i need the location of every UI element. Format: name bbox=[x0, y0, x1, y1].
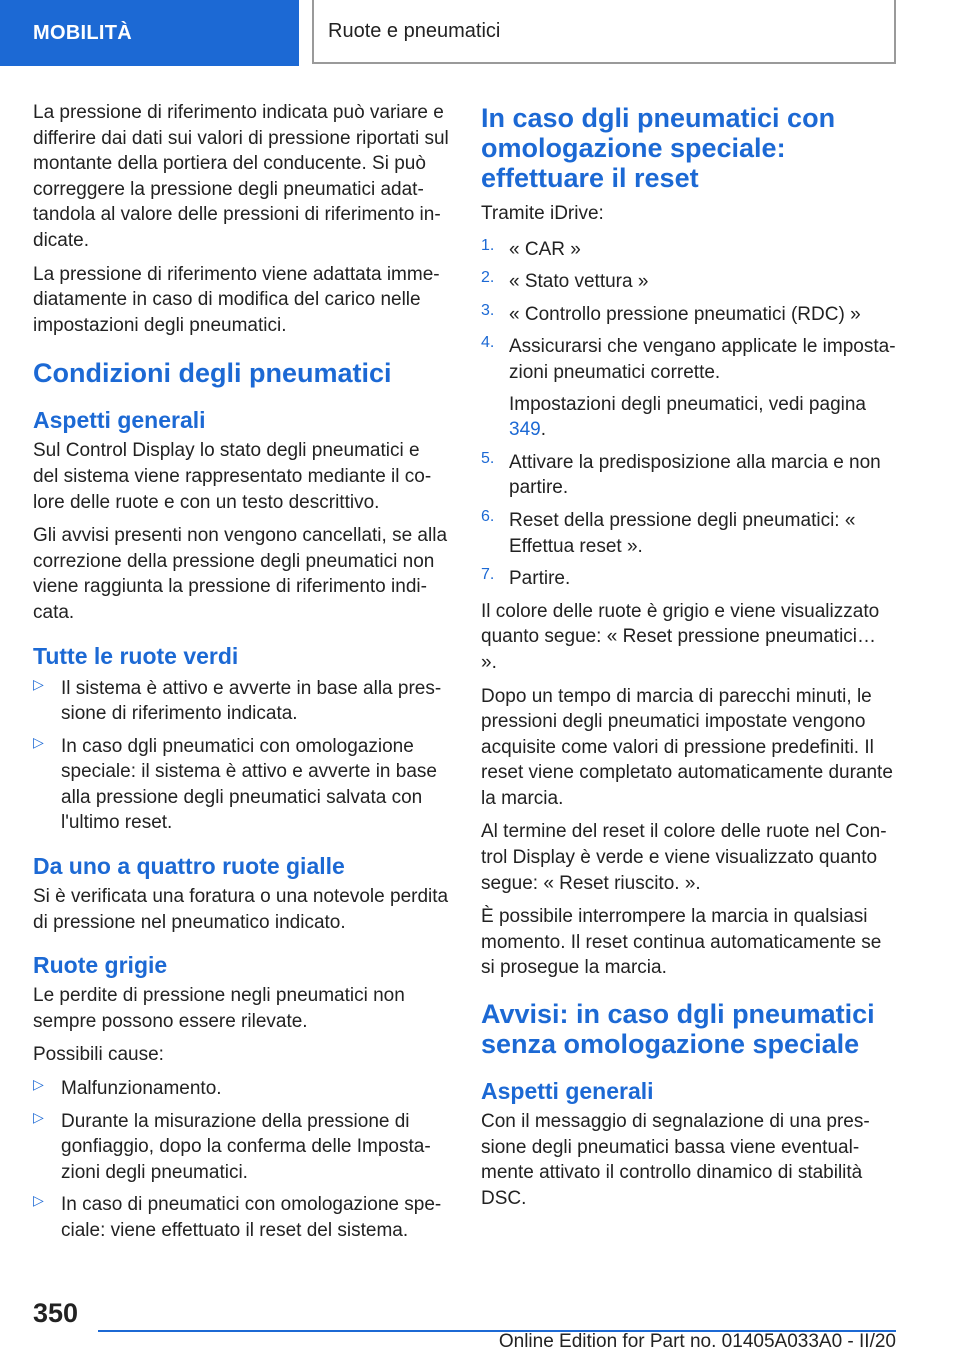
step-text: « Controllo pressione pneumatici (RDC) » bbox=[509, 303, 861, 325]
step-number: 4. bbox=[481, 334, 495, 352]
paragraph: È possibile interrompere la marcia in qualsiasi momento. Il reset continua automaticamente se si prosegue la marcia. bbox=[481, 906, 882, 979]
triangle-bullet-icon: ▷ bbox=[33, 1076, 44, 1093]
step-text: Assicurarsi che vengano applicate le impostazioni pneumatici corrette. bbox=[509, 336, 896, 383]
step-number: 2. bbox=[481, 269, 495, 287]
paragraph: Si è verificata una foratura o una notevole perdita di pressione nel pneumatico indicato. bbox=[33, 886, 449, 933]
heading-aspetti-generali: Aspetti generali bbox=[481, 1078, 654, 1105]
triangle-bullet-icon: ▷ bbox=[33, 733, 44, 750]
list-item bbox=[481, 450, 896, 501]
triangle-bullet-icon: ▷ bbox=[33, 1192, 44, 1209]
paragraph: Gli avvisi presenti non vengono cancellati, se alla correzione della pressione degli pneumatici non viene raggiunta la pressione di riferimento indicata. bbox=[33, 525, 448, 623]
list-item-text: Il sistema è attivo e avverte in base alla pressione di riferimento indicata. bbox=[61, 677, 442, 725]
step-number: 1. bbox=[481, 236, 495, 254]
paragraph: Le perdite di pressione negli pneumatici non sempre possono essere rilevate. bbox=[33, 985, 405, 1032]
page-number: 350 bbox=[33, 1298, 79, 1328]
list-item bbox=[33, 734, 449, 836]
list-item bbox=[481, 269, 896, 295]
list-item-text: In caso di pneumatici con omologazione speciale: viene effettuato il reset del sistema. bbox=[61, 1194, 442, 1241]
list-item bbox=[33, 1076, 449, 1102]
list-item bbox=[33, 1192, 449, 1243]
step-number: 7. bbox=[481, 566, 495, 584]
step-text: Reset della pressione degli pneumatici: « Effettua reset ». bbox=[509, 509, 856, 557]
list-item bbox=[481, 566, 896, 592]
list-item-text: Malfunzionamento. bbox=[61, 1078, 222, 1100]
list-item-text: Durante la misurazione della pressione di gonfiaggio, dopo la conferma delle Impostazioni degli pneumatici. bbox=[61, 1110, 431, 1183]
heading-ruote-verdi: Tutte le ruote verdi bbox=[33, 642, 239, 669]
paragraph: Possibili cause: bbox=[33, 1044, 164, 1066]
list-item-text: In caso dgli pneumatici con omologazione speciale: il sistema è attivo e avverte in base alla pressione degli pneumatici salvata con l'ultimo reset. bbox=[61, 735, 437, 834]
paragraph: La pressione di riferimento indicata può variare e differire dai dati sui valori di pressione riportati sul montante della portiera del conducente. Si può correggere la pressione degli pneumatici adattandola al valore delle pressioni di riferimento indicate. bbox=[33, 102, 449, 251]
edition-note: Online Edition for Part no. 01405A033A0 - II/20 bbox=[498, 1331, 896, 1352]
paragraph: Il colore delle ruote è grigio e viene visualizzato quanto segue: « Reset pressione pneumatici… ». bbox=[481, 600, 880, 673]
right-column bbox=[481, 103, 896, 1219]
heading-ruote-gialle: Da uno a quattro ruote gialle bbox=[33, 853, 345, 880]
step-note-text: Impostazioni degli pneumatici, vedi pagina bbox=[509, 393, 866, 415]
list-item bbox=[481, 508, 896, 559]
paragraph: Con il messaggio di segnalazione di una pressione degli pneumatici bassa viene eventualmente attivato il controllo dinamico di stabilità DSC. bbox=[481, 1111, 870, 1209]
section-title: Ruote e pneumatici bbox=[312, 0, 896, 64]
paragraph: Sul Control Display lo stato degli pneumatici e del sistema viene rappresentato mediante il colore delle ruote e con un testo descrittivo. bbox=[33, 440, 432, 513]
step-note-end: . bbox=[540, 419, 546, 441]
step-text: « Stato vettura » bbox=[509, 271, 649, 293]
list-item bbox=[33, 676, 449, 727]
heading-ruote-grigie: Ruote grigie bbox=[33, 952, 168, 979]
step-note bbox=[509, 392, 896, 443]
paragraph: La pressione di riferimento viene adattata immediatamente in caso di modifica del carico nelle impostazioni degli pneumatici. bbox=[33, 263, 440, 336]
paragraph: Dopo un tempo di marcia di parecchi minuti, le pressioni degli pneumatici impostate vengono acquisite come valori di pressione predefiniti. Il reset viene completato automaticamente durante la marcia. bbox=[481, 685, 893, 809]
paragraph: Al termine del reset il colore delle ruote nel Control Display è verde e viene visualizzato quanto segue: « Reset riuscito. ». bbox=[481, 821, 887, 894]
chapter-tab: MOBILITÀ bbox=[0, 0, 299, 66]
step-number: 3. bbox=[481, 301, 495, 319]
step-text: Attivare la predisposizione alla marcia e non partire. bbox=[509, 451, 881, 499]
heading-reset: In caso dgli pneumatici con omologazione speciale: effettuare il reset bbox=[481, 103, 836, 193]
step-number: 5. bbox=[481, 449, 495, 467]
list-item bbox=[33, 1109, 449, 1186]
page-link[interactable]: 349 bbox=[509, 419, 541, 441]
heading-avvisi: Avvisi: in caso dgli pneumatici senza omologazione speciale bbox=[481, 999, 875, 1060]
paragraph: Tramite iDrive: bbox=[481, 203, 604, 224]
list-item bbox=[481, 302, 896, 328]
step-number: 6. bbox=[481, 507, 495, 525]
list-item bbox=[481, 237, 896, 263]
heading-condizioni: Condizioni degli pneumatici bbox=[33, 358, 392, 389]
left-column bbox=[33, 100, 449, 1251]
triangle-bullet-icon: ▷ bbox=[33, 675, 44, 692]
step-text: Partire. bbox=[509, 568, 571, 590]
triangle-bullet-icon: ▷ bbox=[33, 1108, 44, 1125]
heading-aspetti-generali: Aspetti generali bbox=[33, 407, 206, 434]
list-item bbox=[481, 334, 896, 442]
step-text: « CAR » bbox=[509, 238, 581, 260]
